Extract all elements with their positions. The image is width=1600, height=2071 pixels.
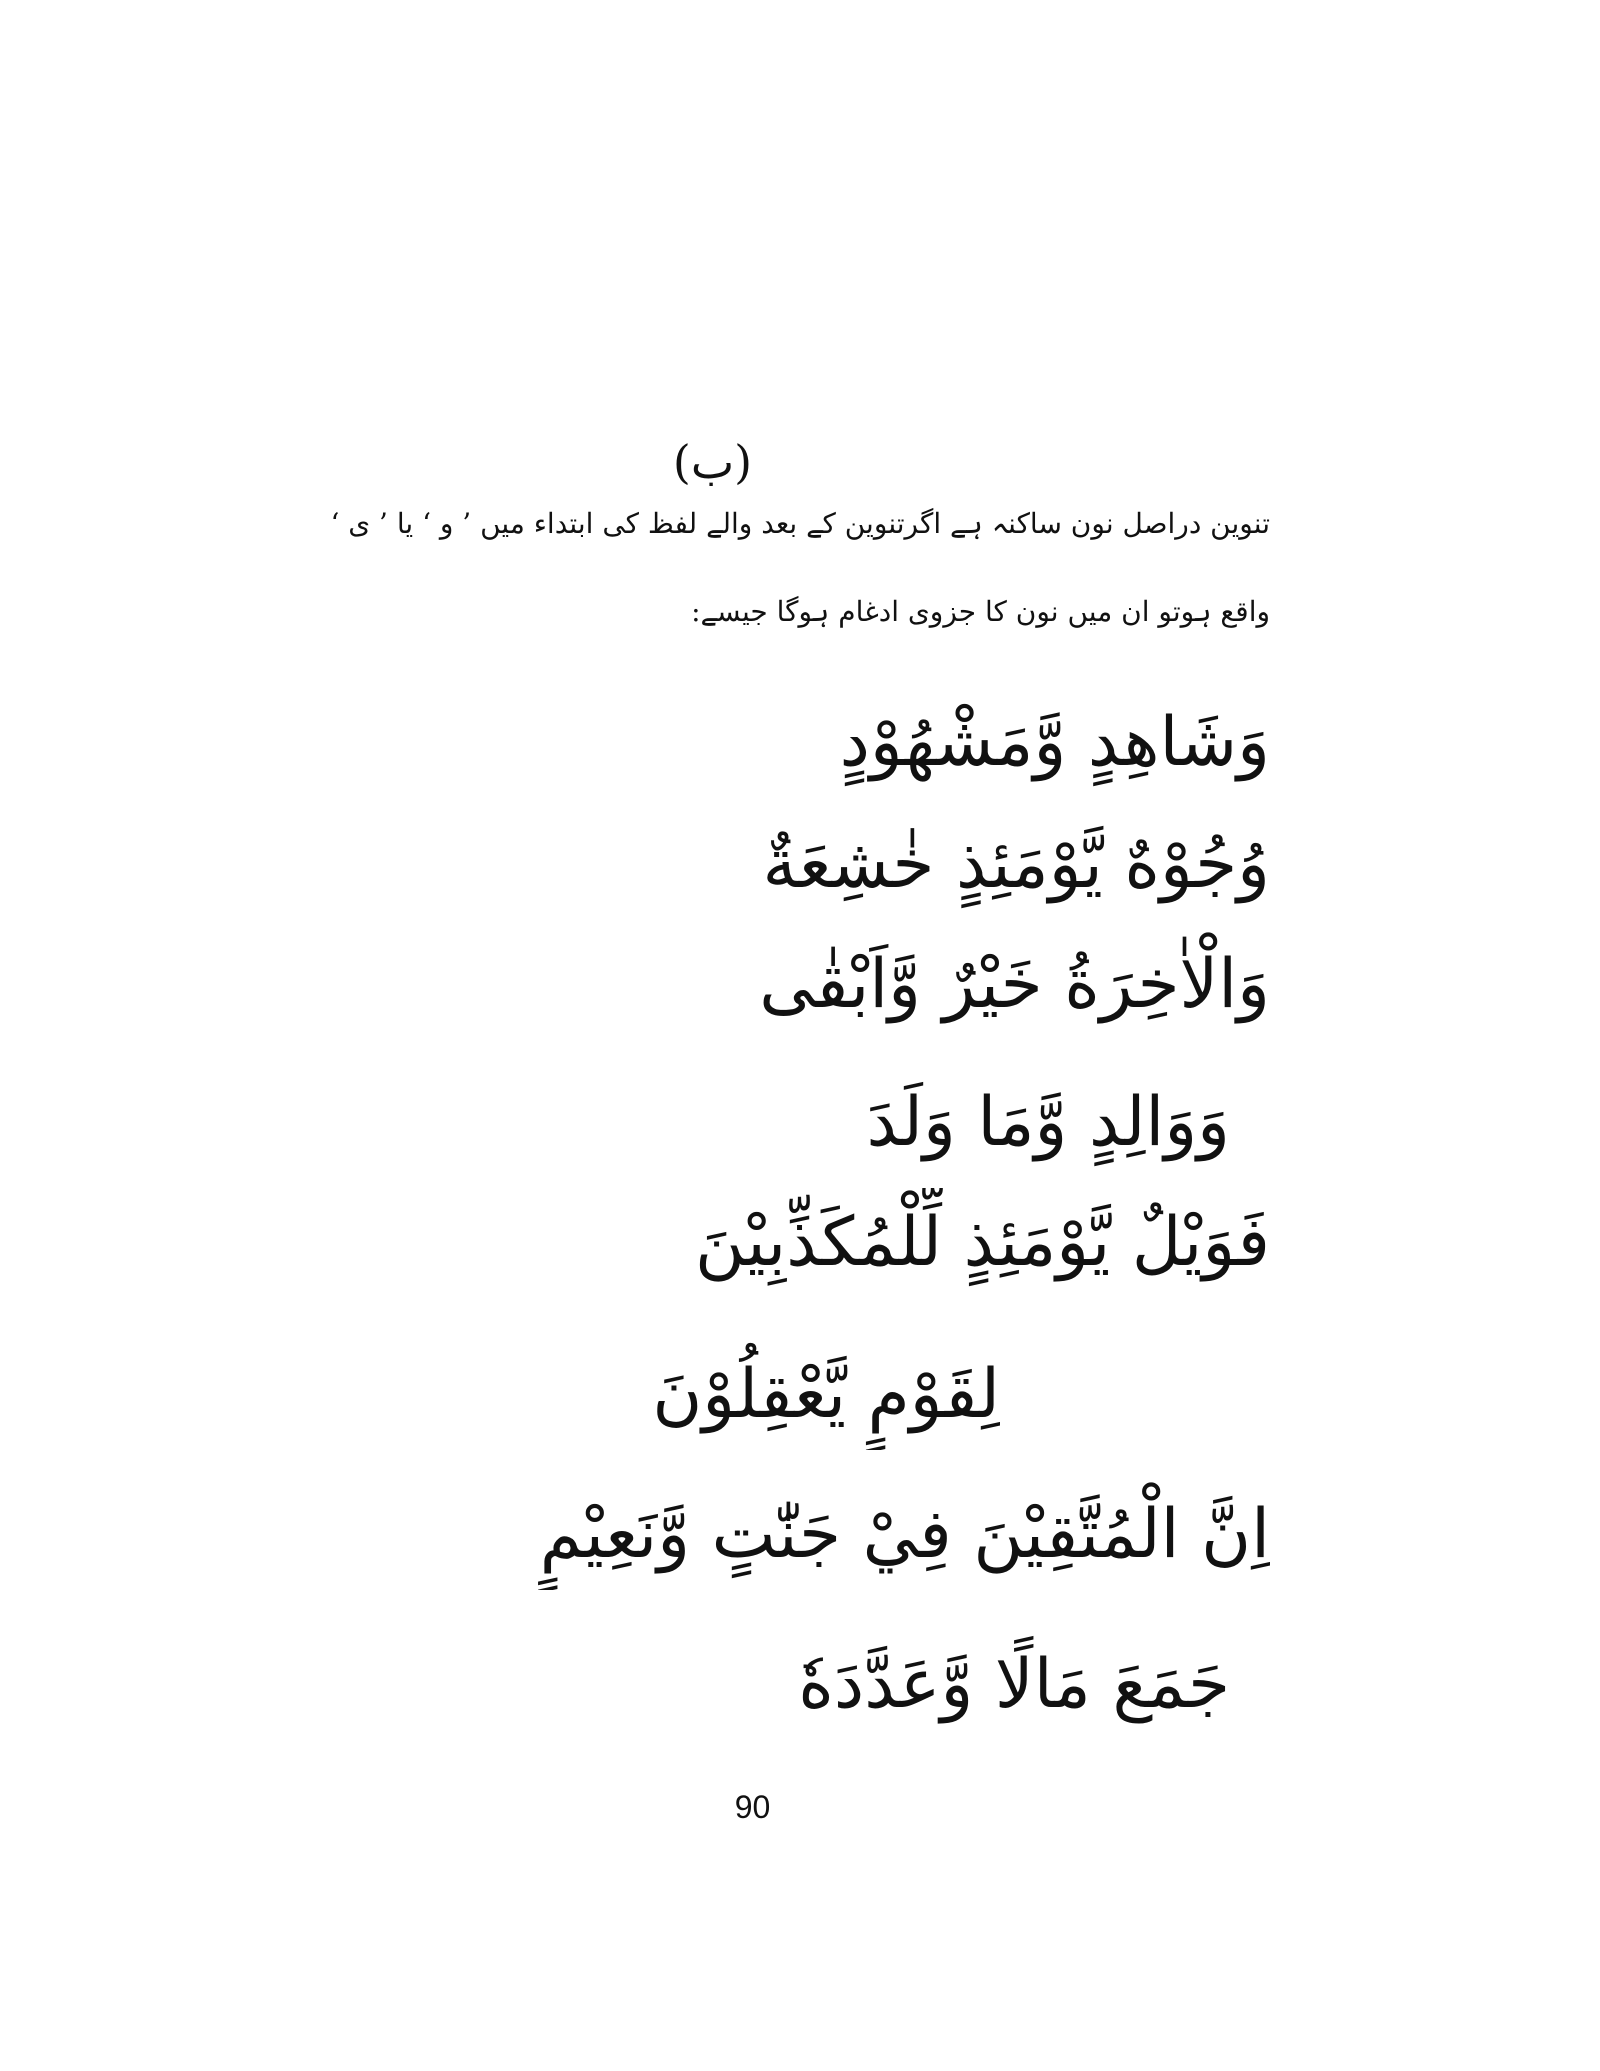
example-verse-4: وَوَالِدٍ وَّمَا وَلَدَ <box>866 1083 1230 1162</box>
page-number: 90 <box>734 1789 771 1825</box>
intro-text-line-2: واقع ہوتو ان میں نون کا جزوی ادغام ہوگا جیسے: <box>691 595 1270 628</box>
example-verse-3: وَالْاٰخِرَةُ خَيْرٌ وَّاَبْقٰى <box>759 945 1270 1024</box>
intro-text-line-1: تنوین دراصل نون ساکنہ ہے اگرتنوین کے بعد والے لفظ کی ابتداء میں ’ و ‘ یا ’ ی ‘ <box>330 507 1270 540</box>
example-verse-5: فَوَيْلٌ يَّوْمَئِذٍ لِّلْمُكَذِّبِيْنَ <box>695 1203 1270 1282</box>
example-verse-6: لِقَوْمٍ يَّعْقِلُوْنَ <box>652 1355 1000 1434</box>
example-verse-2: وُجُوْهٌ يَّوْمَئِذٍ خٰشِعَةٌ <box>762 825 1270 904</box>
section-heading: (ب) <box>672 435 753 489</box>
example-verse-8: جَمَعَ مَالًا وَّعَدَّدَهٗ <box>798 1645 1230 1724</box>
example-verse-7: اِنَّ الْمُتَّقِيْنَ فِيْ جَنّٰتٍ وَّنَعِيْمٍ <box>539 1495 1270 1574</box>
example-verse-1: وَشَاهِدٍ وَّمَشْهُوْدٍ <box>839 703 1270 782</box>
